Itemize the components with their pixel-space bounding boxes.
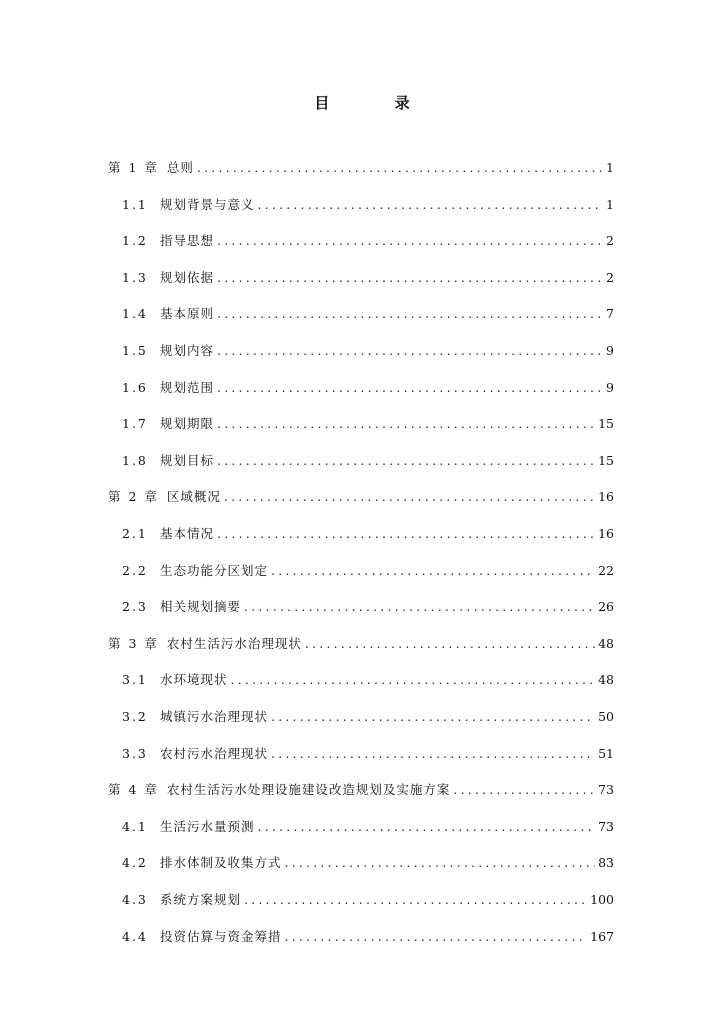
toc-section-entry[interactable]	[108, 845, 614, 882]
entry-number: 2.2	[122, 562, 148, 578]
dot-leader	[224, 491, 595, 504]
dot-leader	[217, 418, 595, 431]
dot-leader	[217, 272, 603, 285]
entry-number: 1.8	[122, 452, 148, 468]
toc-section-entry[interactable]	[108, 223, 614, 260]
entry-label: 相关规划摘要	[160, 599, 242, 615]
entry-label: 农村生活污水处理设施建设改造规划及实施方案	[166, 782, 451, 798]
dot-leader	[453, 784, 595, 797]
dot-leader	[217, 345, 603, 358]
dot-leader	[271, 748, 595, 761]
entry-page-number: 22	[598, 562, 614, 578]
entry-label: 规划目标	[160, 452, 215, 468]
toc-section-entry[interactable]	[108, 260, 614, 297]
entry-number: 第 4 章	[108, 782, 159, 798]
entry-label: 基本原则	[160, 306, 215, 322]
entry-page-number: 48	[598, 635, 614, 651]
dot-leader	[231, 674, 596, 687]
dot-leader	[258, 821, 596, 834]
entry-label: 投资估算与资金筹措	[160, 928, 282, 944]
entry-number: 4.1	[122, 818, 148, 834]
entry-label: 规划范围	[160, 379, 215, 395]
entry-page-number: 9	[606, 379, 614, 395]
dot-leader	[285, 857, 596, 870]
entry-page-number: 100	[590, 891, 614, 907]
toc-title: 目 录	[314, 94, 440, 112]
entry-page-number: 15	[598, 416, 614, 432]
toc-chapter-entry[interactable]	[108, 150, 614, 187]
entry-number: 4.4	[122, 928, 148, 944]
entry-number: 3.3	[122, 745, 148, 761]
entry-number: 第 2 章	[108, 489, 159, 505]
toc-section-entry[interactable]	[108, 882, 614, 919]
dot-leader	[271, 711, 595, 724]
toc-chapter-entry[interactable]	[108, 479, 614, 516]
entry-number: 2.1	[122, 525, 148, 541]
entry-label: 区域概况	[166, 489, 221, 505]
table-of-contents	[108, 150, 614, 955]
dot-leader	[258, 199, 604, 212]
entry-label: 生活污水量预测	[160, 818, 255, 834]
entry-page-number: 48	[598, 672, 614, 688]
entry-number: 3.1	[122, 672, 148, 688]
dot-leader	[305, 638, 595, 651]
entry-number: 3.2	[122, 708, 148, 724]
entry-number: 4.2	[122, 855, 148, 871]
entry-page-number: 26	[598, 599, 614, 615]
toc-section-entry[interactable]	[108, 516, 614, 553]
entry-number: 2.3	[122, 599, 148, 615]
toc-section-entry[interactable]	[108, 370, 614, 407]
toc-section-entry[interactable]	[108, 406, 614, 443]
entry-page-number: 7	[606, 306, 614, 322]
entry-label: 农村污水治理现状	[160, 745, 269, 761]
entry-number: 第 1 章	[108, 160, 159, 176]
entry-number: 4.3	[122, 891, 148, 907]
toc-section-entry[interactable]	[108, 918, 614, 955]
entry-page-number: 51	[598, 745, 614, 761]
toc-section-entry[interactable]	[108, 333, 614, 370]
entry-label: 系统方案规划	[160, 891, 242, 907]
dot-leader	[271, 565, 595, 578]
toc-section-entry[interactable]	[108, 443, 614, 480]
dot-leader	[217, 382, 603, 395]
entry-label: 排水体制及收集方式	[160, 855, 282, 871]
toc-section-entry[interactable]	[108, 553, 614, 590]
entry-label: 指导思想	[160, 233, 215, 249]
dot-leader	[217, 308, 603, 321]
entry-label: 规划背景与意义	[160, 196, 255, 212]
entry-page-number: 73	[598, 818, 614, 834]
toc-chapter-entry[interactable]	[108, 626, 614, 663]
dot-leader	[217, 455, 595, 468]
entry-page-number: 16	[598, 489, 614, 505]
entry-label: 总则	[166, 160, 194, 176]
entry-page-number: 1	[606, 160, 614, 176]
dot-leader	[217, 528, 595, 541]
entry-label: 城镇污水治理现状	[160, 708, 269, 724]
entry-label: 生态功能分区划定	[160, 562, 269, 578]
entry-number: 1.3	[122, 269, 148, 285]
entry-page-number: 83	[598, 855, 614, 871]
entry-page-number: 2	[606, 269, 614, 285]
entry-page-number: 73	[598, 782, 614, 798]
entry-page-number: 50	[598, 708, 614, 724]
entry-page-number: 1	[606, 196, 614, 212]
toc-section-entry[interactable]	[108, 589, 614, 626]
dot-leader	[244, 601, 595, 614]
toc-section-entry[interactable]	[108, 736, 614, 773]
entry-label: 规划依据	[160, 269, 215, 285]
entry-page-number: 9	[606, 343, 614, 359]
entry-number: 1.4	[122, 306, 148, 322]
dot-leader	[197, 162, 603, 175]
dot-leader	[285, 931, 588, 944]
entry-number: 1.6	[122, 379, 148, 395]
entry-page-number: 16	[598, 525, 614, 541]
dot-leader	[217, 235, 603, 248]
entry-number: 1.7	[122, 416, 148, 432]
entry-label: 农村生活污水治理现状	[166, 635, 302, 651]
toc-section-entry[interactable]	[108, 699, 614, 736]
toc-chapter-entry[interactable]	[108, 772, 614, 809]
entry-number: 1.5	[122, 343, 148, 359]
entry-label: 规划期限	[160, 416, 215, 432]
entry-number: 1.2	[122, 233, 148, 249]
toc-section-entry[interactable]	[108, 296, 614, 333]
entry-label: 规划内容	[160, 343, 215, 359]
entry-label: 水环境现状	[160, 672, 228, 688]
entry-number: 1.1	[122, 196, 148, 212]
entry-page-number: 167	[590, 928, 614, 944]
entry-label: 基本情况	[160, 525, 215, 541]
entry-page-number: 2	[606, 233, 614, 249]
toc-section-entry[interactable]	[108, 809, 614, 846]
toc-section-entry[interactable]	[108, 662, 614, 699]
entry-page-number: 15	[598, 452, 614, 468]
toc-section-entry[interactable]	[108, 187, 614, 224]
entry-number: 第 3 章	[108, 635, 159, 651]
dot-leader	[244, 894, 587, 907]
